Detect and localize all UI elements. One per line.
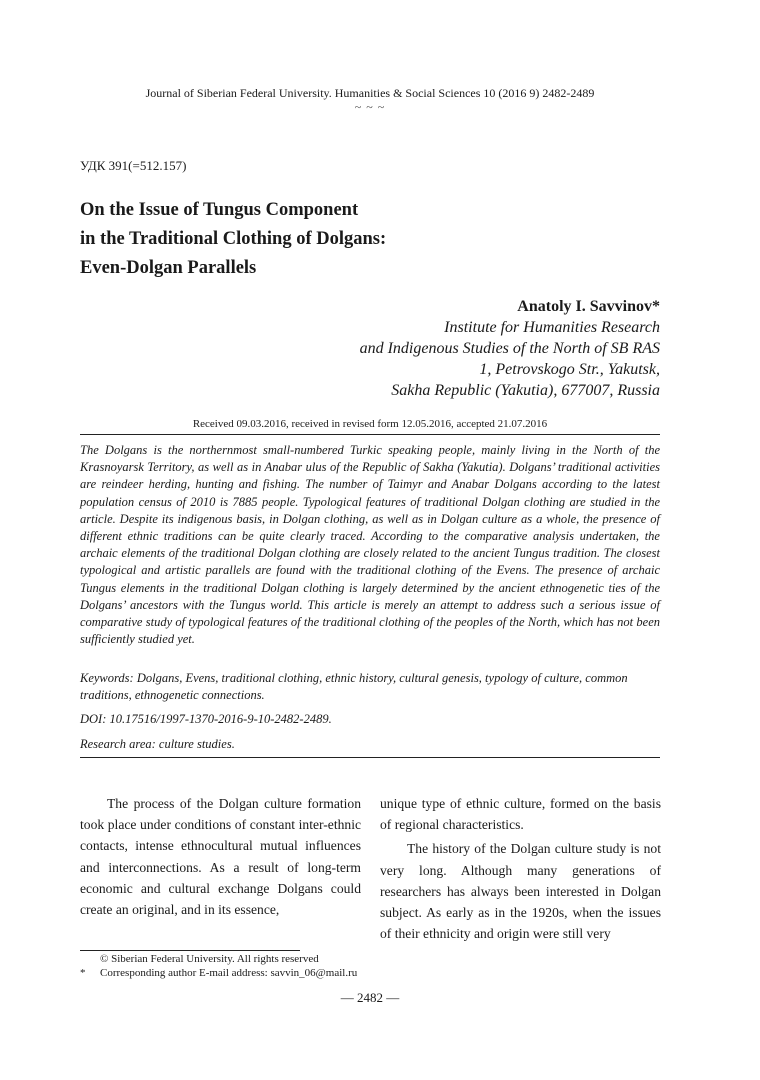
footnote-rule: [80, 950, 300, 951]
affiliation-line-3: 1, Petrovskogo Str., Yakutsk,: [479, 361, 660, 378]
author-block: [300, 296, 660, 401]
journal-header: Journal of Siberian Federal University. Humanities & Social Sciences 10 (2016 9) 2482-2489: [145, 86, 595, 100]
title-line-1: On the Issue of Tungus Component: [80, 200, 359, 220]
corresponding-email: Corresponding author E-mail address: savvin_06@mail.ru: [100, 967, 358, 979]
abstract: The Dolgans is the northernmost small-numbered Turkic speaking people, mainly living in the North of the Krasnoyarsk Territory, as well as in Anabar ulus of the Republic of Sakha (Yakutia). Dolgans’ traditional activities are reindeer herding, hunting and fishing. The number of Taimyr and Anabar Dolgans according to the latest population census of 2010 is 7885 people. Typological features of traditional Dolgan clothing are studied in the article. Despite its indigenous basis, in Dolgan clothing, as well as in Dolgan culture as a whole, the presence of different ethnic traditions can be quite clearly traced. According to the comparative analysis undertaken, the archaic elements of the traditional Dolgan clothing are closely related to the ancient Tungus tradition. The closest typological and artistic parallels are found with the traditional clothing of the Evens. The presence of archaic Tungus elements in the traditional Dolgan clothing is largely determined by the ancient ethnogenetic ties of the Dolgans’ ancestors with the Tungus world. This article is merely an attempt to address such a serious issue of comparative study of typological features of the traditional clothing of the peoples of the North, which has not been sufficiently studied yet.: [80, 443, 660, 647]
research-area: Research area: culture studies.: [80, 737, 235, 751]
title-line-2: in the Traditional Clothing of Dolgans:: [80, 229, 387, 249]
article-title: [80, 196, 580, 283]
author-name: Anatoly I. Savvinov*: [517, 298, 660, 315]
body-column-left: [80, 793, 361, 920]
udk-code: УДК 391(=512.157): [80, 158, 187, 173]
abstract-bottom-rule: [80, 757, 660, 758]
abstract-top-rule: [80, 434, 660, 435]
affiliation-line-2: and Indigenous Studies of the North of SB RAS: [359, 340, 660, 357]
affiliation-line-4: Sakha Republic (Yakutia), 677007, Russia: [391, 382, 660, 399]
title-line-3: Even-Dolgan Parallels: [80, 258, 257, 278]
header-ornament: ~ ~ ~: [354, 100, 386, 114]
footnote-corresponding: [80, 967, 357, 979]
page-number: — 2482 —: [340, 990, 400, 1005]
body-paragraph: The history of the Dolgan culture study is not very long. Although many generations of researchers has always been interested in Dolgan subject. As early as in the 1920s, when the issues of their ethnicity and origin were still very: [380, 841, 661, 942]
body-column-right: [380, 793, 661, 944]
footnote-star: *: [80, 967, 86, 979]
body-paragraph: The process of the Dolgan culture formation took place under conditions of constant inter-ethnic contacts, intense ethnocultural mutual influences and interconnections. As a result of long-term economic and cultural exchange Dolgans could create an original, and in its essence,: [80, 796, 361, 918]
body-paragraph-continued: unique type of ethnic culture, formed on the basis of regional characteristics.: [380, 796, 661, 833]
copyright-text: © Siberian Federal University. All rights reserved: [100, 953, 319, 965]
keywords: Keywords: Dolgans, Evens, traditional clothing, ethnic history, cultural genesis, typology of culture, common traditions, ethnogenetic connections.: [80, 671, 628, 702]
affiliation-line-1: Institute for Humanities Research: [444, 319, 660, 336]
doi: DOI: 10.17516/1997-1370-2016-9-10-2482-2489.: [80, 712, 332, 726]
received-dates: Received 09.03.2016, received in revised form 12.05.2016, accepted 21.07.2016: [192, 418, 548, 430]
footnote-copyright: [80, 953, 319, 965]
